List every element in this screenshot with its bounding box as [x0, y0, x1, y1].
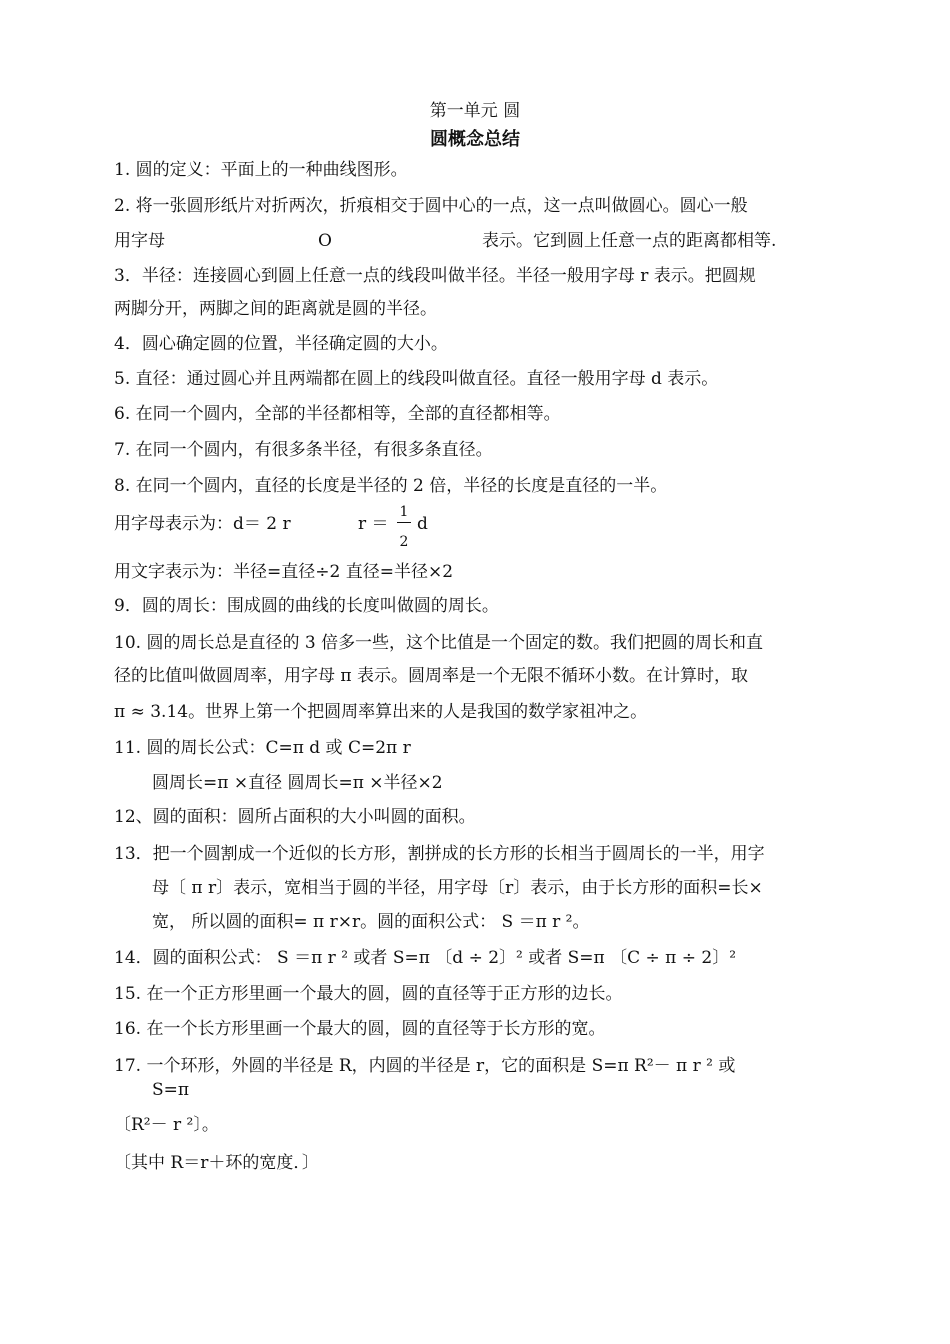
item-11-line-1: 11. 圆的周长公式：C=π d 或 C=2π r	[114, 738, 411, 758]
item-2-line-2-suffix: 表示。它到圆上任意一点的距离都相等.	[482, 231, 777, 251]
item-1: 1. 圆的定义：平面上的一种曲线图形。	[114, 160, 408, 180]
item-8: 8. 在同一个圆内，直径的长度是半径的 2 倍，半径的长度是直径的一半。	[114, 476, 668, 496]
item-17-line-3: 〔R²－ r ²〕。	[114, 1115, 219, 1135]
item-14: 14．圆的面积公式： S ＝π r ² 或者 S=π 〔d ÷ 2〕² 或者 S=π 〔C ÷ π ÷ 2〕²	[114, 948, 737, 968]
item-17-line-2: S=π	[152, 1080, 190, 1100]
item-3-line-2: 两脚分开，两脚之间的距离就是圆的半径。	[114, 299, 437, 319]
item-16: 16. 在一个长方形里画一个最大的圆，圆的直径等于长方形的宽。	[114, 1019, 606, 1039]
item-2-letter-o: O	[318, 231, 332, 251]
item-3-line-1: 3．半径：连接圆心到圆上任意一点的线段叫做半径。半径一般用字母 r 表示。把圆规	[114, 266, 756, 286]
item-2-line-2-prefix: 用字母	[114, 231, 165, 251]
item-10-line-2: 径的比值叫做圆周率，用字母 π 表示。圆周率是一个无限不循环小数。在计算时，取	[114, 666, 748, 686]
item-5: 5. 直径：通过圆心并且两端都在圆上的线段叫做直径。直径一般用字母 d 表示。	[114, 369, 719, 389]
fraction-bar	[397, 522, 411, 523]
item-11-line-2: 圆周长=π ×直径 圆周长=π ×半径×2	[152, 773, 443, 793]
formula-words: 用文字表示为：半径=直径÷2 直径=半径×2	[114, 562, 454, 582]
item-13-line-2: 母〔 π r〕表示，宽相当于圆的半径，用字母〔r〕表示，由于长方形的面积=长×	[152, 878, 763, 898]
item-15: 15. 在一个正方形里画一个最大的圆，圆的直径等于正方形的边长。	[114, 984, 623, 1004]
formula-letters-2: r ＝	[358, 514, 389, 534]
item-13-line-1: 13．把一个圆割成一个近似的长方形，割拼成的长方形的长相当于圆周长的一半，用字	[114, 844, 765, 864]
document-title: 圆概念总结	[430, 129, 520, 150]
item-12: 12、圆的面积：圆所占面积的大小叫圆的面积。	[114, 807, 476, 827]
fraction-numerator: 1	[399, 504, 409, 520]
item-2-line-1: 2. 将一张圆形纸片对折两次，折痕相交于圆中心的一点，这一点叫做圆心。圆心一般	[114, 196, 748, 216]
item-17-line-1: 17. 一个环形，外圆的半径是 R，内圆的半径是 r，它的面积是 S=π R²－ π r ² 或	[114, 1056, 736, 1076]
unit-title: 第一单元 圆	[429, 101, 521, 121]
item-10-line-1: 10. 圆的周长总是直径的 3 倍多一些，这个比值是一个固定的数。我们把圆的周长和直	[114, 633, 764, 653]
item-6: 6. 在同一个圆内，全部的半径都相等，全部的直径都相等。	[114, 404, 561, 424]
formula-letters-3: d	[417, 514, 428, 534]
fraction-denominator: 2	[399, 534, 409, 550]
item-7: 7. 在同一个圆内，有很多条半径，有很多条直径。	[114, 440, 493, 460]
item-4: 4．圆心确定圆的位置，半径确定圆的大小。	[114, 334, 448, 354]
item-10-line-3: π ≈ 3.14。世界上第一个把圆周率算出来的人是我国的数学家祖冲之。	[114, 702, 648, 722]
item-17-line-4: 〔其中 R＝r＋环的宽度．〕	[114, 1153, 319, 1173]
item-9: 9．圆的周长：围成圆的曲线的长度叫做圆的周长。	[114, 596, 499, 616]
formula-letters-1: 用字母表示为：d＝ 2 r	[114, 514, 291, 534]
item-13-line-3: 宽， 所以圆的面积= π r×r。圆的面积公式： S ＝π r ²。	[152, 912, 590, 932]
